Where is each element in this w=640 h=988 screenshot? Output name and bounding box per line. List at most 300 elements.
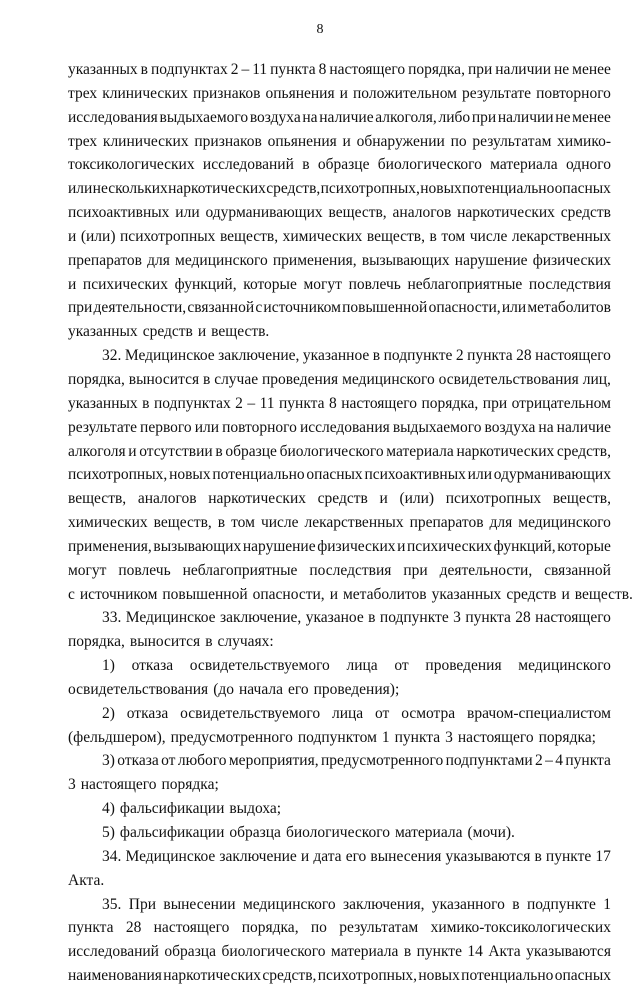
text-line xyxy=(68,964,611,988)
word: 3 xyxy=(445,728,453,746)
word: пункте xyxy=(545,847,592,865)
word: образца xyxy=(164,943,216,961)
text-line xyxy=(68,797,611,821)
word: лица xyxy=(331,704,364,722)
word: психотропных xyxy=(120,227,216,245)
text-line xyxy=(68,368,611,392)
word: или xyxy=(175,204,200,222)
word: пункта xyxy=(68,919,114,937)
word: 11 xyxy=(252,61,268,78)
word: 2 xyxy=(455,347,464,365)
word: нескольких xyxy=(92,180,168,198)
word: психических xyxy=(82,275,168,293)
word: осмотра xyxy=(401,704,456,722)
word: и xyxy=(197,323,207,341)
word: том xyxy=(231,514,255,532)
word: физических xyxy=(317,537,396,555)
word: химико- xyxy=(557,132,611,150)
word: освидетельствуемого xyxy=(189,657,330,675)
word: или xyxy=(467,466,492,484)
word: могут xyxy=(68,561,107,579)
word: (или) xyxy=(399,490,435,508)
word: освидетельствования xyxy=(68,680,209,698)
word: и xyxy=(397,537,406,555)
word: с xyxy=(68,585,75,603)
word: 28 xyxy=(515,609,531,627)
word: подпункте xyxy=(383,347,453,365)
word: 4 xyxy=(555,752,564,770)
word: освидетельствуемого xyxy=(180,704,321,722)
word: веществ, xyxy=(328,204,387,222)
word: 34. xyxy=(102,847,122,865)
word: химических xyxy=(68,514,148,532)
word: Акта xyxy=(488,943,521,961)
word: лекарственных xyxy=(304,514,404,532)
word: и xyxy=(128,442,137,460)
word: от xyxy=(394,657,409,675)
word: потенциально xyxy=(462,180,555,198)
word: веществ. xyxy=(574,585,633,603)
text-line xyxy=(68,559,611,583)
word: при xyxy=(467,61,493,78)
word: веществ, xyxy=(552,490,611,508)
word: новых xyxy=(169,466,211,484)
word: наркотических xyxy=(168,180,266,198)
word: по xyxy=(310,919,327,937)
word: – xyxy=(241,61,250,78)
word: потенциально xyxy=(461,967,554,985)
word: Медицинское xyxy=(125,847,216,865)
text-line xyxy=(68,416,611,440)
word: опасности, xyxy=(428,299,501,317)
word: средств xyxy=(506,585,557,603)
word: или xyxy=(194,418,220,436)
word: неблагоприятные xyxy=(182,561,298,579)
word: проведения); xyxy=(313,680,400,698)
text-line xyxy=(68,773,611,797)
word: неблагоприятные xyxy=(407,275,523,293)
text-line xyxy=(68,511,611,535)
text-line xyxy=(68,130,611,154)
word: наркотических xyxy=(457,204,555,222)
word: которые xyxy=(243,275,297,293)
word: по xyxy=(450,132,467,150)
word: препаратов xyxy=(68,251,142,269)
word: материала xyxy=(394,824,463,841)
word: 8 xyxy=(329,394,337,412)
word: для xyxy=(489,514,513,532)
word: врачом-специалистом xyxy=(467,704,611,722)
word: порядка, xyxy=(68,633,125,651)
word: и xyxy=(561,585,570,603)
word: и xyxy=(329,585,338,603)
word: выносится xyxy=(128,370,200,388)
text-line xyxy=(68,606,611,630)
word: наличии xyxy=(497,108,554,126)
word: том xyxy=(441,227,466,245)
word: при xyxy=(68,299,93,317)
word: в xyxy=(403,943,412,961)
text-line xyxy=(68,749,611,773)
word: в xyxy=(429,227,437,245)
word: пункта xyxy=(394,728,441,746)
word: пункта xyxy=(465,609,511,627)
word: (или) xyxy=(80,227,116,245)
text-line xyxy=(68,678,611,702)
word: наличие xyxy=(556,418,611,436)
word: препаратов xyxy=(409,514,484,532)
text-line xyxy=(68,344,611,368)
text-line xyxy=(68,392,611,416)
word: при xyxy=(403,561,428,579)
word: менее xyxy=(572,108,611,126)
word: настоящего xyxy=(153,919,230,937)
text-line xyxy=(68,296,611,320)
text-line xyxy=(68,249,611,273)
word: пункта xyxy=(565,752,611,770)
word: результате xyxy=(462,84,532,102)
word: настоящего xyxy=(80,776,157,794)
word: 14 xyxy=(467,943,483,961)
text-line xyxy=(68,702,611,726)
word: проведения xyxy=(262,370,339,388)
word: настоящего xyxy=(329,61,406,78)
word: Медицинское xyxy=(125,609,216,627)
word: средств xyxy=(317,490,368,508)
word: наличие xyxy=(319,108,374,126)
word: материала xyxy=(386,442,454,460)
word: пункта xyxy=(467,347,513,365)
word: 17 xyxy=(595,847,611,865)
text-line xyxy=(68,153,611,177)
text-line xyxy=(68,726,611,750)
word: в xyxy=(512,895,520,913)
word: отказа xyxy=(126,704,169,722)
word: указанных xyxy=(68,61,138,78)
word: наименования xyxy=(68,967,162,985)
word: опьянения xyxy=(265,84,335,102)
word: 2 xyxy=(235,394,243,412)
word: признаков xyxy=(194,132,262,150)
word: опасных xyxy=(554,967,611,985)
word: в xyxy=(202,370,211,388)
word: 1) xyxy=(102,657,115,675)
word: 32. xyxy=(102,347,122,365)
word: новых xyxy=(418,967,460,985)
word: фальсификации xyxy=(119,800,225,818)
text-line xyxy=(68,583,633,607)
word: наличии xyxy=(495,61,551,78)
word: химических xyxy=(282,227,363,245)
word: опасности, xyxy=(252,585,325,603)
word: настоящего xyxy=(535,347,611,365)
word: материала xyxy=(330,943,399,961)
word: трех xyxy=(68,132,98,150)
word: 8 xyxy=(318,61,327,78)
word: метаболитов xyxy=(342,585,427,603)
word: лиц, xyxy=(582,370,611,388)
word: в xyxy=(140,61,148,78)
word: при xyxy=(482,394,508,412)
word: подпунктами xyxy=(445,752,533,770)
word: связанной xyxy=(544,561,611,579)
word: При xyxy=(128,895,157,913)
word: заключение xyxy=(219,847,297,865)
word: веществ, xyxy=(153,514,212,532)
word: деятельности, xyxy=(93,299,187,317)
word: в xyxy=(215,442,223,460)
word: указанных xyxy=(68,394,138,412)
word: не xyxy=(555,108,571,126)
word: средств, xyxy=(262,967,317,985)
text-line xyxy=(68,82,611,106)
word: психоактивных xyxy=(364,466,466,484)
word: в xyxy=(534,847,542,865)
word: предусмотренного xyxy=(170,728,293,746)
word: случаях: xyxy=(217,633,274,651)
word: выдыхаемого xyxy=(159,108,249,126)
word: Медицинское xyxy=(124,347,215,365)
word: 28 xyxy=(516,347,532,365)
word: исследования xyxy=(68,108,158,126)
word: выдоха; xyxy=(229,800,282,818)
word: связанной xyxy=(187,299,255,317)
word: результатам xyxy=(339,919,419,937)
word: на xyxy=(538,418,554,436)
word: применения, xyxy=(68,537,152,555)
word: 3 xyxy=(453,609,461,627)
word: алкоголя xyxy=(68,442,126,460)
word: или xyxy=(68,180,93,198)
word: вынесении xyxy=(163,895,236,913)
word: для xyxy=(147,251,170,269)
word: медицинского xyxy=(175,251,268,269)
word: – xyxy=(247,394,256,412)
word: психоактивных xyxy=(68,204,170,222)
word: применения, xyxy=(272,251,357,269)
word: порядка, xyxy=(421,394,479,412)
word: медицинского xyxy=(342,370,435,388)
word: биологического xyxy=(221,943,326,961)
word: 2 xyxy=(230,61,239,78)
word: повышенной xyxy=(162,585,248,603)
word: пункта xyxy=(279,394,325,412)
word: вынесения xyxy=(370,847,442,865)
text-line xyxy=(68,273,611,297)
word: 35. xyxy=(102,895,122,913)
word: образце xyxy=(317,156,370,174)
word: и xyxy=(339,84,348,102)
word: повторного xyxy=(222,418,297,436)
word: опасных xyxy=(554,180,611,198)
word: лица xyxy=(346,657,378,675)
word: указываются xyxy=(526,943,611,961)
word: – xyxy=(545,752,553,770)
word: на xyxy=(302,108,318,126)
text-line xyxy=(68,440,611,464)
word: 1 xyxy=(381,728,390,746)
word: настоящего xyxy=(535,609,611,627)
word: медицинского xyxy=(518,514,611,532)
word: лекарственных xyxy=(511,227,611,245)
word: порядка; xyxy=(161,776,219,794)
word: порядка, xyxy=(68,370,125,388)
text-line xyxy=(68,177,611,201)
word: материала xyxy=(490,156,558,174)
text-line xyxy=(68,535,611,559)
word: последствия xyxy=(309,561,392,579)
word: деятельности, xyxy=(439,561,533,579)
word: образце xyxy=(225,442,277,460)
word: воздуха xyxy=(484,418,536,436)
word: результате xyxy=(68,418,137,436)
word: опасных xyxy=(306,466,363,484)
word: менее xyxy=(572,61,611,78)
word: исследований xyxy=(68,943,159,961)
word: повторного xyxy=(536,84,611,102)
word: 1 xyxy=(603,895,611,913)
word: в xyxy=(368,609,376,627)
text-line xyxy=(68,893,611,917)
word: исследований xyxy=(202,156,294,174)
word: указанного xyxy=(431,895,505,913)
word: отказа xyxy=(131,657,174,675)
word: функций, xyxy=(493,537,556,555)
word: в xyxy=(217,514,226,532)
word: и xyxy=(300,847,310,865)
word: подпункте xyxy=(527,895,596,913)
word: заключение, xyxy=(218,347,300,365)
word: числе xyxy=(260,514,299,532)
word: токсикологических xyxy=(68,156,195,174)
word: аналогов xyxy=(137,490,197,508)
text-line xyxy=(68,201,611,225)
word: числе xyxy=(469,227,508,245)
word: медицинского xyxy=(518,657,611,675)
word: аналогов xyxy=(392,204,452,222)
word: случае xyxy=(214,370,259,388)
word: психотропных, xyxy=(317,967,417,985)
word: последствия xyxy=(528,275,611,293)
text-line xyxy=(68,463,611,487)
word: 5) xyxy=(102,824,115,841)
word: в xyxy=(372,347,381,365)
word: отказа xyxy=(117,752,159,770)
text-line xyxy=(68,320,611,344)
word: мероприятия, xyxy=(228,752,319,770)
word: могут xyxy=(303,275,342,293)
word: указываются xyxy=(445,847,531,865)
word: от xyxy=(161,752,176,770)
word: 11 xyxy=(259,394,275,412)
word: не xyxy=(553,61,570,78)
text-line xyxy=(68,106,611,130)
word: и xyxy=(342,132,351,150)
word: средств xyxy=(142,323,193,341)
word: психотропных, xyxy=(320,180,420,198)
word: настоящего xyxy=(457,728,534,746)
word: наркотических xyxy=(456,442,555,460)
word: медицинского xyxy=(242,895,336,913)
word: его xyxy=(345,847,367,865)
word: (мочи). xyxy=(467,824,515,841)
word: образца xyxy=(229,824,281,841)
word: 33. xyxy=(102,609,122,627)
word: 3 xyxy=(68,776,76,794)
word: обнаружении xyxy=(356,132,445,150)
word: новых xyxy=(420,180,462,198)
word: биологического xyxy=(377,156,482,174)
text-line xyxy=(68,58,611,82)
word: с xyxy=(255,299,263,317)
word: и xyxy=(68,227,77,245)
word: признаков xyxy=(192,84,261,102)
word: веществ. xyxy=(211,323,270,341)
word: выносится xyxy=(129,633,201,651)
word: психотропных, xyxy=(68,466,168,484)
word: от xyxy=(375,704,390,722)
word: вызывающих xyxy=(361,251,450,269)
word: психотропных xyxy=(445,490,542,508)
word: которые xyxy=(557,537,611,555)
word: указаное xyxy=(305,609,364,627)
word: пункте xyxy=(416,943,462,961)
word: повышенной xyxy=(342,299,428,317)
word: средств, xyxy=(266,180,321,198)
word: одурманивающих xyxy=(493,466,611,484)
text-line xyxy=(68,916,611,940)
word: порядка, xyxy=(241,919,299,937)
word: заключение, xyxy=(219,609,302,627)
word: подпунктах xyxy=(150,61,228,78)
word: (до xyxy=(213,680,234,698)
text-line xyxy=(68,845,611,869)
word: вызывающих xyxy=(153,537,242,555)
word: трех xyxy=(68,84,98,102)
word: его xyxy=(287,680,309,698)
word: 3) xyxy=(102,752,115,770)
word: одного xyxy=(566,156,611,174)
text-line xyxy=(68,821,611,845)
word: повлечь xyxy=(348,275,401,293)
word: либо xyxy=(438,108,471,126)
text-line xyxy=(68,940,611,964)
word: любого xyxy=(177,752,227,770)
text-line xyxy=(68,869,611,893)
word: клинических xyxy=(102,84,188,102)
word: или xyxy=(501,299,527,317)
word: наркотических xyxy=(163,967,262,985)
text-line xyxy=(68,225,611,249)
word: алкоголя, xyxy=(375,108,437,126)
word: потенциально xyxy=(212,466,305,484)
word: (фельдшером), xyxy=(68,728,166,746)
word: и xyxy=(68,275,77,293)
word: предусмотренного xyxy=(320,752,444,770)
word: наркотических xyxy=(208,490,306,508)
word: в xyxy=(302,156,310,174)
word: указанных xyxy=(431,585,502,603)
word: Акта. xyxy=(68,871,105,889)
word: опьянения xyxy=(267,132,337,150)
word: указанное xyxy=(302,347,370,365)
word: веществ, xyxy=(68,490,127,508)
word: в xyxy=(142,394,150,412)
word: порядка, xyxy=(408,61,465,78)
word: положительном xyxy=(353,84,457,102)
word: отсутствии xyxy=(139,442,213,460)
word: биологического xyxy=(285,824,390,841)
